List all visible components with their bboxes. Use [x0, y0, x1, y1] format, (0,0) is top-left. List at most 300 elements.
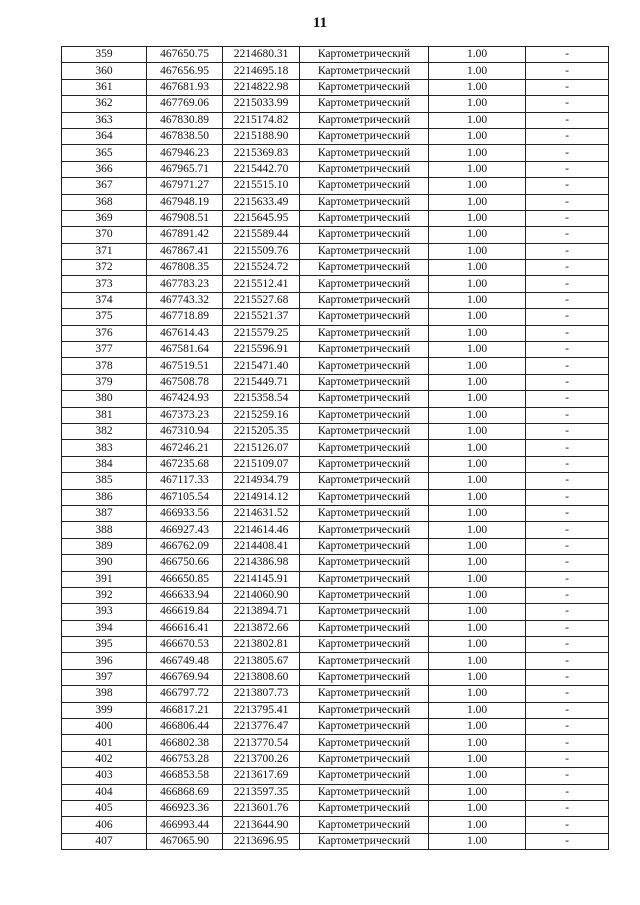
accuracy-cell: 1.00 [429, 161, 526, 177]
method-cell: Картометрический [300, 817, 429, 833]
x-coordinate-cell: 467614.43 [147, 325, 223, 341]
method-cell: Картометрический [300, 489, 429, 505]
accuracy-cell: 1.00 [429, 145, 526, 161]
accuracy-cell: 1.00 [429, 227, 526, 243]
accuracy-cell: 1.00 [429, 768, 526, 784]
point-number-cell: 379 [62, 374, 147, 390]
y-coordinate-cell: 2215589.44 [223, 227, 300, 243]
note-cell: - [526, 161, 609, 177]
method-cell: Картометрический [300, 473, 429, 489]
x-coordinate-cell: 467581.64 [147, 342, 223, 358]
y-coordinate-cell: 2214914.12 [223, 489, 300, 505]
table-row [62, 653, 609, 669]
accuracy-cell: 1.00 [429, 538, 526, 554]
y-coordinate-cell: 2214934.79 [223, 473, 300, 489]
y-coordinate-cell: 2214145.91 [223, 571, 300, 587]
accuracy-cell: 1.00 [429, 817, 526, 833]
note-cell: - [526, 309, 609, 325]
x-coordinate-cell: 467310.94 [147, 423, 223, 439]
note-cell: - [526, 243, 609, 259]
point-number-cell: 391 [62, 571, 147, 587]
method-cell: Картометрический [300, 751, 429, 767]
accuracy-cell: 1.00 [429, 391, 526, 407]
point-number-cell: 367 [62, 178, 147, 194]
y-coordinate-cell: 2214695.18 [223, 63, 300, 79]
table-row [62, 128, 609, 144]
method-cell: Картометрический [300, 440, 429, 456]
method-cell: Картометрический [300, 227, 429, 243]
accuracy-cell: 1.00 [429, 555, 526, 571]
x-coordinate-cell: 466868.69 [147, 784, 223, 800]
accuracy-cell: 1.00 [429, 423, 526, 439]
x-coordinate-cell: 467867.41 [147, 243, 223, 259]
note-cell: - [526, 587, 609, 603]
method-cell: Картометрический [300, 686, 429, 702]
y-coordinate-cell: 2215596.91 [223, 342, 300, 358]
note-cell: - [526, 735, 609, 751]
y-coordinate-cell: 2215579.25 [223, 325, 300, 341]
table-row [62, 784, 609, 800]
x-coordinate-cell: 466633.94 [147, 587, 223, 603]
method-cell: Картометрический [300, 210, 429, 226]
table-row [62, 374, 609, 390]
method-cell: Картометрический [300, 833, 429, 849]
y-coordinate-cell: 2215645.95 [223, 210, 300, 226]
method-cell: Картометрический [300, 161, 429, 177]
method-cell: Картометрический [300, 342, 429, 358]
accuracy-cell: 1.00 [429, 571, 526, 587]
table-row [62, 637, 609, 653]
x-coordinate-cell: 467769.06 [147, 96, 223, 112]
x-coordinate-cell: 467117.33 [147, 473, 223, 489]
accuracy-cell: 1.00 [429, 325, 526, 341]
y-coordinate-cell: 2213795.41 [223, 702, 300, 718]
table-row [62, 440, 609, 456]
method-cell: Картометрический [300, 669, 429, 685]
method-cell: Картометрический [300, 391, 429, 407]
note-cell: - [526, 96, 609, 112]
point-number-cell: 394 [62, 620, 147, 636]
note-cell: - [526, 374, 609, 390]
point-number-cell: 369 [62, 210, 147, 226]
table-row [62, 309, 609, 325]
note-cell: - [526, 817, 609, 833]
point-number-cell: 400 [62, 719, 147, 735]
x-coordinate-cell: 467971.27 [147, 178, 223, 194]
method-cell: Картометрический [300, 702, 429, 718]
table-row [62, 538, 609, 554]
x-coordinate-cell: 466853.58 [147, 768, 223, 784]
table-row [62, 391, 609, 407]
x-coordinate-cell: 466797.72 [147, 686, 223, 702]
y-coordinate-cell: 2213807.73 [223, 686, 300, 702]
table-row [62, 194, 609, 210]
y-coordinate-cell: 2213894.71 [223, 604, 300, 620]
point-number-cell: 396 [62, 653, 147, 669]
table-row [62, 800, 609, 816]
y-coordinate-cell: 2213644.90 [223, 817, 300, 833]
method-cell: Картометрический [300, 96, 429, 112]
y-coordinate-cell: 2215188.90 [223, 128, 300, 144]
method-cell: Картометрический [300, 735, 429, 751]
point-number-cell: 370 [62, 227, 147, 243]
y-coordinate-cell: 2214060.90 [223, 587, 300, 603]
note-cell: - [526, 325, 609, 341]
table-row [62, 292, 609, 308]
method-cell: Картометрический [300, 243, 429, 259]
accuracy-cell: 1.00 [429, 112, 526, 128]
point-number-cell: 399 [62, 702, 147, 718]
point-number-cell: 388 [62, 522, 147, 538]
table-row [62, 112, 609, 128]
method-cell: Картометрический [300, 620, 429, 636]
accuracy-cell: 1.00 [429, 800, 526, 816]
x-coordinate-cell: 466753.28 [147, 751, 223, 767]
table-row [62, 473, 609, 489]
accuracy-cell: 1.00 [429, 342, 526, 358]
y-coordinate-cell: 2213696.95 [223, 833, 300, 849]
table-row [62, 47, 609, 63]
y-coordinate-cell: 2215512.41 [223, 276, 300, 292]
table-row [62, 522, 609, 538]
point-number-cell: 374 [62, 292, 147, 308]
note-cell: - [526, 358, 609, 374]
y-coordinate-cell: 2214822.98 [223, 79, 300, 95]
method-cell: Картометрический [300, 456, 429, 472]
x-coordinate-cell: 467681.93 [147, 79, 223, 95]
method-cell: Картометрический [300, 194, 429, 210]
y-coordinate-cell: 2215369.83 [223, 145, 300, 161]
accuracy-cell: 1.00 [429, 96, 526, 112]
table-row [62, 620, 609, 636]
x-coordinate-cell: 466749.48 [147, 653, 223, 669]
x-coordinate-cell: 467246.21 [147, 440, 223, 456]
table-row [62, 407, 609, 423]
note-cell: - [526, 686, 609, 702]
accuracy-cell: 1.00 [429, 669, 526, 685]
y-coordinate-cell: 2215442.70 [223, 161, 300, 177]
note-cell: - [526, 276, 609, 292]
y-coordinate-cell: 2213770.54 [223, 735, 300, 751]
table-row [62, 833, 609, 849]
accuracy-cell: 1.00 [429, 489, 526, 505]
note-cell: - [526, 522, 609, 538]
x-coordinate-cell: 466616.41 [147, 620, 223, 636]
method-cell: Картометрический [300, 571, 429, 587]
method-cell: Картометрический [300, 587, 429, 603]
table-row [62, 669, 609, 685]
coordinates-table [61, 46, 609, 850]
point-number-cell: 402 [62, 751, 147, 767]
note-cell: - [526, 555, 609, 571]
method-cell: Картометрический [300, 358, 429, 374]
y-coordinate-cell: 2215033.99 [223, 96, 300, 112]
x-coordinate-cell: 466927.43 [147, 522, 223, 538]
method-cell: Картометрический [300, 178, 429, 194]
accuracy-cell: 1.00 [429, 784, 526, 800]
point-number-cell: 406 [62, 817, 147, 833]
note-cell: - [526, 784, 609, 800]
y-coordinate-cell: 2213617.69 [223, 768, 300, 784]
note-cell: - [526, 194, 609, 210]
x-coordinate-cell: 467743.32 [147, 292, 223, 308]
accuracy-cell: 1.00 [429, 407, 526, 423]
x-coordinate-cell: 466762.09 [147, 538, 223, 554]
point-number-cell: 404 [62, 784, 147, 800]
table-row [62, 227, 609, 243]
point-number-cell: 360 [62, 63, 147, 79]
note-cell: - [526, 456, 609, 472]
note-cell: - [526, 669, 609, 685]
y-coordinate-cell: 2213601.76 [223, 800, 300, 816]
note-cell: - [526, 178, 609, 194]
method-cell: Картометрический [300, 800, 429, 816]
note-cell: - [526, 440, 609, 456]
y-coordinate-cell: 2215259.16 [223, 407, 300, 423]
accuracy-cell: 1.00 [429, 751, 526, 767]
point-number-cell: 393 [62, 604, 147, 620]
y-coordinate-cell: 2215509.76 [223, 243, 300, 259]
x-coordinate-cell: 466769.94 [147, 669, 223, 685]
point-number-cell: 385 [62, 473, 147, 489]
note-cell: - [526, 342, 609, 358]
method-cell: Картометрический [300, 260, 429, 276]
accuracy-cell: 1.00 [429, 505, 526, 521]
point-number-cell: 392 [62, 587, 147, 603]
x-coordinate-cell: 467105.54 [147, 489, 223, 505]
x-coordinate-cell: 467373.23 [147, 407, 223, 423]
table-row [62, 63, 609, 79]
y-coordinate-cell: 2214614.46 [223, 522, 300, 538]
table-row [62, 686, 609, 702]
y-coordinate-cell: 2215109.07 [223, 456, 300, 472]
point-number-cell: 375 [62, 309, 147, 325]
note-cell: - [526, 473, 609, 489]
point-number-cell: 386 [62, 489, 147, 505]
method-cell: Картометрический [300, 112, 429, 128]
note-cell: - [526, 210, 609, 226]
table-row [62, 358, 609, 374]
x-coordinate-cell: 466802.38 [147, 735, 223, 751]
accuracy-cell: 1.00 [429, 719, 526, 735]
y-coordinate-cell: 2214408.41 [223, 538, 300, 554]
point-number-cell: 381 [62, 407, 147, 423]
accuracy-cell: 1.00 [429, 243, 526, 259]
point-number-cell: 363 [62, 112, 147, 128]
x-coordinate-cell: 466806.44 [147, 719, 223, 735]
point-number-cell: 366 [62, 161, 147, 177]
y-coordinate-cell: 2215205.35 [223, 423, 300, 439]
table-row [62, 96, 609, 112]
method-cell: Картометрический [300, 276, 429, 292]
point-number-cell: 376 [62, 325, 147, 341]
y-coordinate-cell: 2215527.68 [223, 292, 300, 308]
accuracy-cell: 1.00 [429, 604, 526, 620]
table-row [62, 555, 609, 571]
accuracy-cell: 1.00 [429, 735, 526, 751]
table-row [62, 702, 609, 718]
y-coordinate-cell: 2215174.82 [223, 112, 300, 128]
note-cell: - [526, 423, 609, 439]
x-coordinate-cell: 467065.90 [147, 833, 223, 849]
point-number-cell: 395 [62, 637, 147, 653]
table-row [62, 751, 609, 767]
point-number-cell: 372 [62, 260, 147, 276]
table-row [62, 735, 609, 751]
y-coordinate-cell: 2215521.37 [223, 309, 300, 325]
note-cell: - [526, 653, 609, 669]
method-cell: Картометрический [300, 604, 429, 620]
x-coordinate-cell: 467656.95 [147, 63, 223, 79]
method-cell: Картометрический [300, 522, 429, 538]
point-number-cell: 397 [62, 669, 147, 685]
method-cell: Картометрический [300, 423, 429, 439]
note-cell: - [526, 79, 609, 95]
note-cell: - [526, 505, 609, 521]
table-row [62, 276, 609, 292]
x-coordinate-cell: 466650.85 [147, 571, 223, 587]
point-number-cell: 405 [62, 800, 147, 816]
y-coordinate-cell: 2213776.47 [223, 719, 300, 735]
note-cell: - [526, 292, 609, 308]
y-coordinate-cell: 2215358.54 [223, 391, 300, 407]
y-coordinate-cell: 2215449.71 [223, 374, 300, 390]
note-cell: - [526, 620, 609, 636]
accuracy-cell: 1.00 [429, 440, 526, 456]
method-cell: Картометрический [300, 79, 429, 95]
x-coordinate-cell: 466817.21 [147, 702, 223, 718]
note-cell: - [526, 538, 609, 554]
method-cell: Картометрический [300, 47, 429, 63]
note-cell: - [526, 833, 609, 849]
note-cell: - [526, 63, 609, 79]
note-cell: - [526, 768, 609, 784]
accuracy-cell: 1.00 [429, 178, 526, 194]
point-number-cell: 407 [62, 833, 147, 849]
note-cell: - [526, 407, 609, 423]
page-number: 11 [312, 15, 328, 31]
point-number-cell: 362 [62, 96, 147, 112]
x-coordinate-cell: 466923.36 [147, 800, 223, 816]
point-number-cell: 364 [62, 128, 147, 144]
method-cell: Картометрический [300, 768, 429, 784]
accuracy-cell: 1.00 [429, 587, 526, 603]
point-number-cell: 377 [62, 342, 147, 358]
accuracy-cell: 1.00 [429, 47, 526, 63]
note-cell: - [526, 489, 609, 505]
note-cell: - [526, 637, 609, 653]
method-cell: Картометрический [300, 292, 429, 308]
x-coordinate-cell: 467838.50 [147, 128, 223, 144]
accuracy-cell: 1.00 [429, 702, 526, 718]
y-coordinate-cell: 2213808.60 [223, 669, 300, 685]
point-number-cell: 403 [62, 768, 147, 784]
y-coordinate-cell: 2213597.35 [223, 784, 300, 800]
accuracy-cell: 1.00 [429, 456, 526, 472]
x-coordinate-cell: 467519.51 [147, 358, 223, 374]
point-number-cell: 368 [62, 194, 147, 210]
method-cell: Картометрический [300, 63, 429, 79]
accuracy-cell: 1.00 [429, 637, 526, 653]
y-coordinate-cell: 2213872.66 [223, 620, 300, 636]
y-coordinate-cell: 2215524.72 [223, 260, 300, 276]
point-number-cell: 359 [62, 47, 147, 63]
point-number-cell: 373 [62, 276, 147, 292]
table-row [62, 768, 609, 784]
x-coordinate-cell: 467946.23 [147, 145, 223, 161]
point-number-cell: 361 [62, 79, 147, 95]
point-number-cell: 384 [62, 456, 147, 472]
x-coordinate-cell: 467965.71 [147, 161, 223, 177]
method-cell: Картометрический [300, 637, 429, 653]
table-row [62, 178, 609, 194]
x-coordinate-cell: 467908.51 [147, 210, 223, 226]
y-coordinate-cell: 2214680.31 [223, 47, 300, 63]
note-cell: - [526, 47, 609, 63]
method-cell: Картометрический [300, 784, 429, 800]
y-coordinate-cell: 2215126.07 [223, 440, 300, 456]
x-coordinate-cell: 467508.78 [147, 374, 223, 390]
table-row [62, 489, 609, 505]
y-coordinate-cell: 2214386.98 [223, 555, 300, 571]
note-cell: - [526, 604, 609, 620]
accuracy-cell: 1.00 [429, 358, 526, 374]
coordinates-table-body [62, 47, 609, 850]
table-row [62, 587, 609, 603]
note-cell: - [526, 145, 609, 161]
x-coordinate-cell: 467235.68 [147, 456, 223, 472]
note-cell: - [526, 391, 609, 407]
y-coordinate-cell: 2214631.52 [223, 505, 300, 521]
accuracy-cell: 1.00 [429, 653, 526, 669]
note-cell: - [526, 112, 609, 128]
x-coordinate-cell: 466993.44 [147, 817, 223, 833]
accuracy-cell: 1.00 [429, 210, 526, 226]
accuracy-cell: 1.00 [429, 63, 526, 79]
method-cell: Картометрический [300, 555, 429, 571]
point-number-cell: 378 [62, 358, 147, 374]
x-coordinate-cell: 467650.75 [147, 47, 223, 63]
table-row [62, 210, 609, 226]
accuracy-cell: 1.00 [429, 833, 526, 849]
table-row [62, 325, 609, 341]
accuracy-cell: 1.00 [429, 686, 526, 702]
accuracy-cell: 1.00 [429, 194, 526, 210]
table-row [62, 571, 609, 587]
accuracy-cell: 1.00 [429, 309, 526, 325]
x-coordinate-cell: 467830.89 [147, 112, 223, 128]
accuracy-cell: 1.00 [429, 473, 526, 489]
point-number-cell: 398 [62, 686, 147, 702]
accuracy-cell: 1.00 [429, 276, 526, 292]
accuracy-cell: 1.00 [429, 79, 526, 95]
y-coordinate-cell: 2213700.26 [223, 751, 300, 767]
point-number-cell: 371 [62, 243, 147, 259]
point-number-cell: 387 [62, 505, 147, 521]
x-coordinate-cell: 466750.66 [147, 555, 223, 571]
point-number-cell: 383 [62, 440, 147, 456]
x-coordinate-cell: 467424.93 [147, 391, 223, 407]
note-cell: - [526, 800, 609, 816]
x-coordinate-cell: 467948.19 [147, 194, 223, 210]
x-coordinate-cell: 466670.53 [147, 637, 223, 653]
accuracy-cell: 1.00 [429, 128, 526, 144]
x-coordinate-cell: 467891.42 [147, 227, 223, 243]
table-row [62, 505, 609, 521]
note-cell: - [526, 260, 609, 276]
y-coordinate-cell: 2215471.40 [223, 358, 300, 374]
point-number-cell: 365 [62, 145, 147, 161]
